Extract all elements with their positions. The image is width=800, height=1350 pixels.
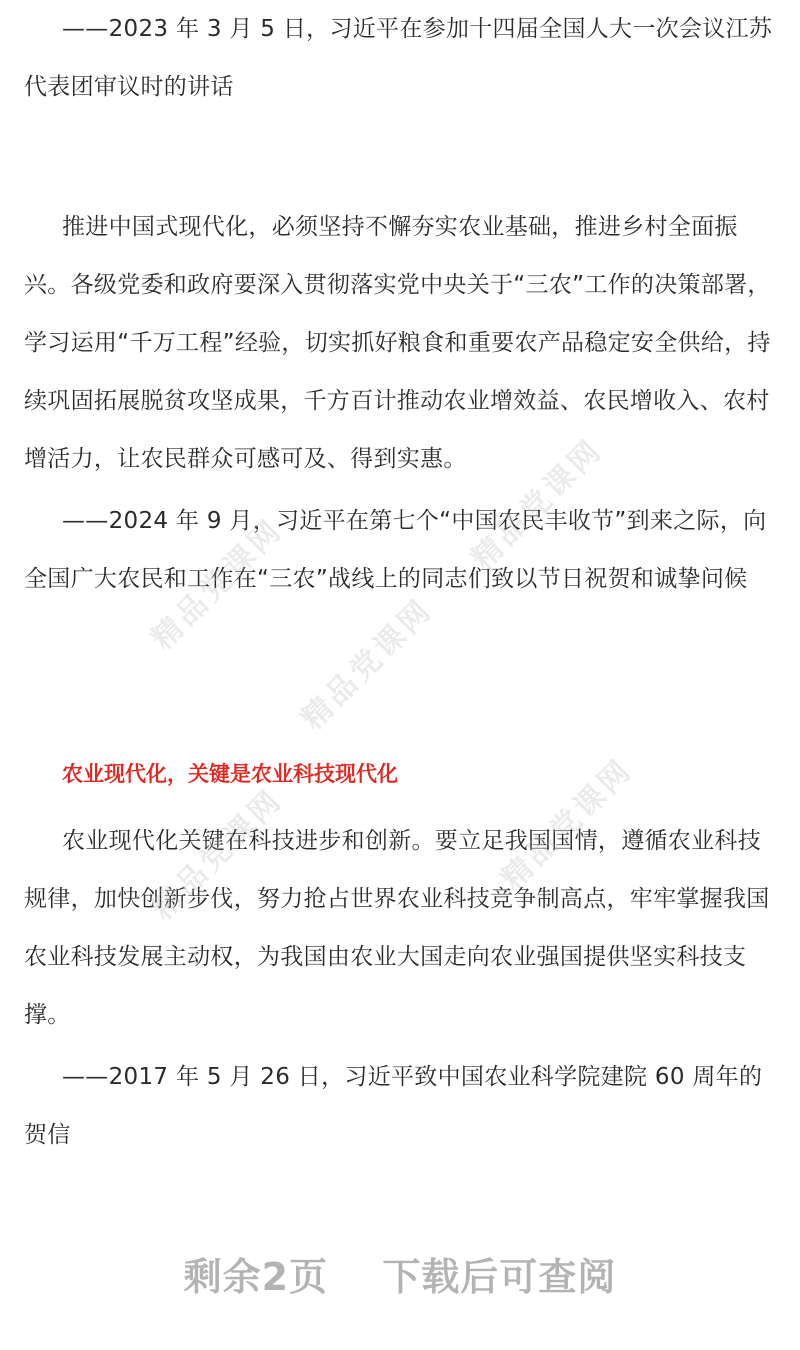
section-heading: 农业现代化，关键是农业科技现代化 bbox=[62, 762, 398, 786]
quote-source-2023: ——2023 年 3 月 5 日，习近平在参加十四届全国人大一次会议江苏代表团审议时的讲话 bbox=[24, 16, 773, 100]
watermark-1: 精品党课网 bbox=[144, 511, 290, 657]
body-paragraph-agri-tech: 农业现代化关键在科技进步和创新。要立足我国国情，遵循农业科技规律，加快创新步伐，努力抢占世界农业科技竞争制高点，牢牢掌握我国农业科技发展主动权，为我国由农业大国走向农业强国提供坚实科技支撑。 bbox=[24, 828, 770, 1028]
download-notice-button[interactable]: 剩余2页 下载后可查阅 bbox=[183, 1255, 617, 1299]
watermark-4: 精品党课网 bbox=[144, 781, 290, 927]
quote-source-2017: ——2017 年 5 月 26 日，习近平致中国农业科学院建院 60 周年的贺信 bbox=[24, 1064, 763, 1148]
quote-source-2024: ——2024 年 9 月，习近平在第七个“中国农民丰收节”到来之际，向全国广大农民和工作在“三农”战线上的同志们致以节日祝贺和诚挚问候 bbox=[24, 508, 767, 592]
body-paragraph-rural-revitalization: 推进中国式现代化，必须坚持不懈夯实农业基础，推进乡村全面振兴。各级党委和政府要深入贯彻落实党中央关于“三农”工作的决策部署，学习运用“千万工程”经验，切实抓好粮食和重要农产品稳定安全供给，持续巩固拓展脱贫攻坚成果，千方百计推动农业增效益、农民增收入、农村增活力，让农民群众可感可及、得到实惠。 bbox=[24, 214, 771, 472]
watermark-5: 精品党课网 bbox=[494, 751, 640, 897]
watermark-2: 精品党课网 bbox=[464, 431, 610, 577]
watermark-3: 精品党课网 bbox=[294, 591, 440, 737]
